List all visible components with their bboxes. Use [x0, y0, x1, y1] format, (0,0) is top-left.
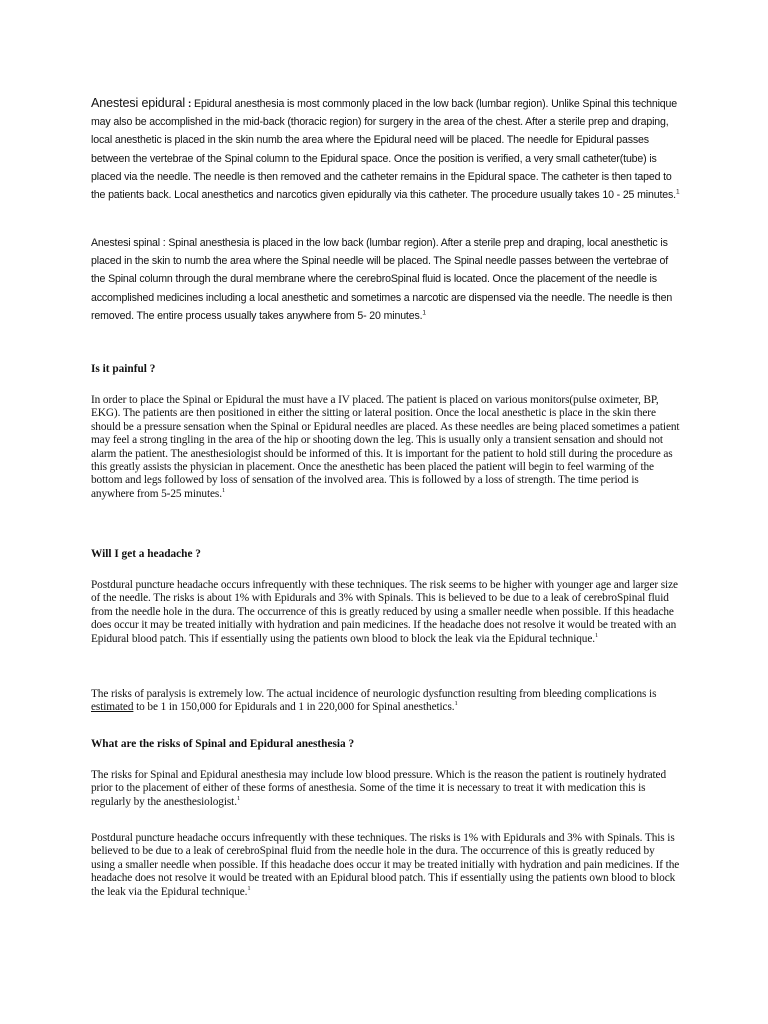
spinal-body: Anestesi spinal : Spinal anesthesia is placed in the low back (lumbar region). After a sterile prep and draping, local anesthetic is placed in the skin to numb the area where the Spinal needle will be placed. The Spinal needle passes between the vertebrae of the Spinal column through the dural membrane where the cerebroSpinal fluid is located. Once the placement of the needle is accomplished medicines including a local anesthetic and sometimes a narcotic are dispensed via the needle. The needle is then removed. The entire process usually takes anywhere from 5- 20 minutes.: [91, 237, 673, 322]
risks-body-1: The risks for Spinal and Epidural anesthesia may include low blood pressure. Which is the reason the patient is routinely hydrated prior to the placement of either of these forms of anesthesia. Some of the time it is necessary to treat it with medication this is regularly by the anesthesiologist.: [91, 769, 667, 808]
spinal-footnote-ref: 1: [422, 309, 426, 317]
spinal-paragraph: [91, 234, 681, 325]
risks-heading: What are the risks of Spinal and Epidural anesthesia ?: [91, 738, 355, 750]
paralysis-text-before: The risks of paralysis is extremely low. The actual incidence of neurologic dysfunction resulting from bleeding complications is: [91, 688, 657, 700]
headache-paragraph: [91, 579, 681, 646]
epidural-body: Epidural anesthesia is most commonly placed in the low back (lumbar region). Unlike Spinal this technique may also be accomplished in the mid-back (thoracic region) for surgery in the area of the chest. After a sterile prep and draping, local anesthetic is placed in the skin numb the area where the Epidural need will be placed. The needle for Epidural passes between the vertebrae of the Spinal column to the Epidural space. Once the position is verified, a very small catheter(tube) is placed via the needle. The needle is then removed and the catheter remains in the Epidural space. The catheter is then taped to the patients back. Local anesthetics and narcotics given epidurally via this catheter. The procedure usually takes 10 - 25 minutes.: [91, 98, 678, 202]
painful-body: In order to place the Spinal or Epidural the must have a IV placed. The patient is placed on various monitors(pulse oximeter, BP, EKG). The patients are then positioned in either the sitting or lateral position. Once the local anesthetic is place in the skin there should be a pressure sensation when the Spinal or Epidural needles are placed. As these needles are being placed sometimes a patient may feel a strong tingling in the area of the hip or shooting down the leg. This is usually only a transient sensation and should not alarm the patient. The anesthesiologist should be informed of this. It is important for the patient to hold still during the procedure as this greatly assists the physician in placement. Once the anesthetic has been placed the patient will begin to feel warming of the bottom and legs followed by loss of sensation of the involved area. This is followed by a loss of strength. The time period is anywhere from 5-25 minutes.: [91, 394, 680, 500]
paralysis-paragraph: [91, 688, 681, 715]
risks-paragraph-2: [91, 832, 681, 899]
paralysis-footnote-ref: 1: [454, 700, 458, 708]
painful-heading: Is it painful ?: [91, 363, 156, 375]
epidural-footnote-ref: 1: [675, 188, 680, 196]
paralysis-underlined-word: estimated: [91, 701, 134, 714]
painful-footnote-ref: 1: [221, 487, 226, 495]
risks-footnote-ref-1: 1: [236, 795, 241, 803]
epidural-title: Anestesi epidural: [91, 96, 186, 110]
risks-body-2: Postdural puncture headache occurs infrequently with these techniques. The risks is 1% with Epidurals and 3% with Spinals. This is believed to be due to a leak of cerebroSpinal fluid from the needle hole in the dura. The occurrence of this is greatly reduced by using a smaller needle when possible. If this headache does occur it may be treated initially with hydration and pain medicines. If the headache does not resolve it would be treated with an Epidural blood patch. This if essentially using the patients own blood to block the leak via the Epidural technique.: [91, 832, 680, 898]
paralysis-text-after: to be 1 in 150,000 for Epidurals and 1 in 220,000 for Spinal anesthetics.: [133, 701, 455, 714]
painful-paragraph: [91, 394, 681, 501]
risks-paragraph-1: [91, 769, 681, 809]
epidural-title-colon: :: [185, 98, 195, 110]
risks-footnote-ref-2: 1: [247, 884, 251, 892]
headache-footnote-ref: 1: [594, 631, 599, 639]
headache-heading: Will I get a headache ?: [91, 548, 201, 560]
headache-body: Postdural puncture headache occurs infrequently with these techniques. The risk seems to be higher with younger age and larger size of the needle. The risks is about 1% with Epidurals and 3% with Spinals. This is believed to be due to a leak of cerebroSpinal fluid from the needle hole in the dura. The occurrence of this is greatly reduced by using a smaller needle when possible. If this headache does occur it may be treated initially with hydration and pain medicines. If the headache does not resolve it would be treated with an Epidural blood patch. This if essentially using the patients own blood to block the leak via the Epidural technique.: [91, 579, 678, 645]
epidural-paragraph: [91, 94, 681, 204]
